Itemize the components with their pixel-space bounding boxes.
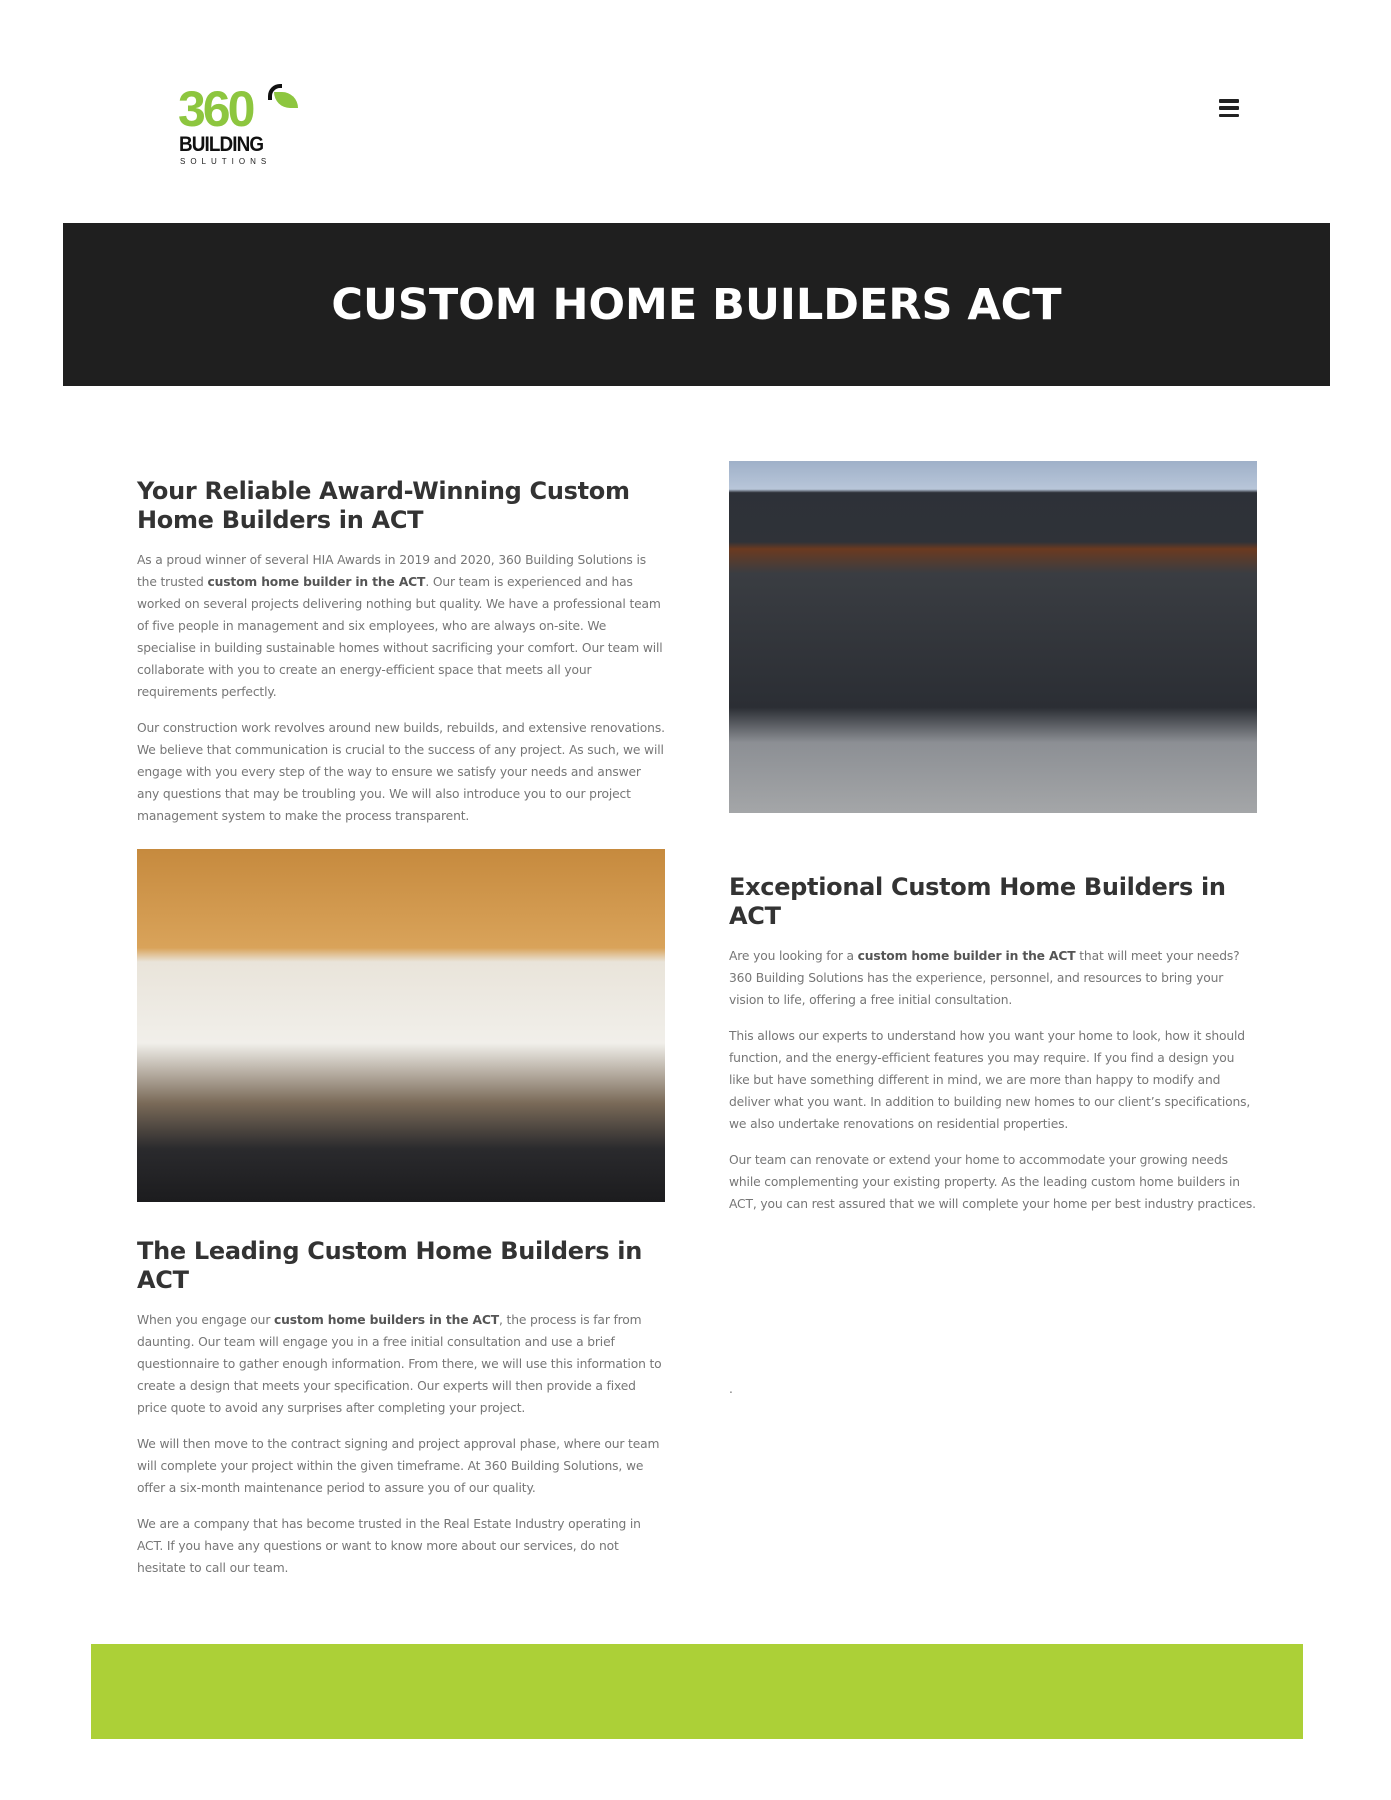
house-exterior-image — [729, 461, 1257, 813]
section-heading: Exceptional Custom Home Builders in ACT — [729, 873, 1226, 930]
text: , the process is far from daunting. Our team will engage you in a free initial consultation and use a brief questionnaire to gather enough information. From there, we will use this information to create a design that meets your specification. Our experts will then provide a fixed price quote to avoid any surprises after completing your project. — [137, 1313, 662, 1415]
logo-building: BUILDING — [179, 133, 264, 156]
section-heading: The Leading Custom Home Builders in ACT — [137, 1237, 642, 1294]
logo[interactable] — [178, 81, 303, 168]
leaf-icon — [274, 92, 298, 108]
text: . Our team is experienced and has worked on several projects delivering nothing but quality. We have a professional team of five people in management and six employees, who are always on-site. We specialise in building sustainable homes without sacrificing your comfort. Our team will collaborate with you to create an energy-efficient space that meets all your requirements perfectly. — [137, 575, 663, 699]
text: When you engage our — [137, 1313, 274, 1327]
section-body — [137, 1309, 665, 1579]
paragraph: This allows our experts to understand how you want your home to look, how it should function, and the energy-efficient features you may require. If you find a design you like but have something different in mind, we are more than happy to modify and deliver what you want. In addition to building new homes to our client’s specifications, we also undertake renovations on residential properties. — [729, 1029, 1251, 1131]
page-title: CUSTOM HOME BUILDERS ACT — [331, 279, 1062, 330]
section-award-winning — [137, 477, 665, 841]
living-room-image — [137, 849, 665, 1202]
section-heading: Your Reliable Award-Winning Custom Home Builders in ACT — [137, 477, 630, 534]
section-body — [137, 549, 665, 827]
paragraph — [729, 945, 1257, 1011]
stray-dot: . — [729, 1382, 733, 1396]
paragraph: Our team can renovate or extend your home to accommodate your growing needs while complementing your existing property. As the leading custom home builders in ACT, you can rest assured that we will complete your home per best industry practices. — [729, 1153, 1256, 1211]
text: Are you looking for a — [729, 949, 858, 963]
section-exceptional — [729, 873, 1257, 1229]
text: As a proud winner of several HIA Awards in 2019 and 2020, 360 Building Solutions is the trusted — [137, 553, 646, 589]
green-cta-band — [91, 1644, 1303, 1739]
page-banner — [63, 223, 1330, 386]
text: that will meet your needs? 360 Building Solutions has the experience, personnel, and resources to bring your vision to life, offering a free initial consultation. — [729, 949, 1240, 1007]
section-body — [729, 945, 1257, 1215]
bold-text: custom home builder in the ACT — [207, 575, 426, 589]
bold-text: custom home builder in the ACT — [857, 949, 1076, 963]
paragraph — [137, 549, 665, 703]
paragraph: We will then move to the contract signing and project approval phase, where our team will complete your project within the given timeframe. At 360 Building Solutions, we offer a six-month maintenance period to assure you of our quality. — [137, 1437, 660, 1495]
logo-solutions: SOLUTIONS — [180, 157, 272, 166]
paragraph: We are a company that has become trusted in the Real Estate Industry operating in ACT. If you have any questions or want to know more about our services, do not hesitate to call our team. — [137, 1517, 641, 1575]
paragraph: Our construction work revolves around new builds, rebuilds, and extensive renovations. We believe that communication is crucial to the success of any project. As such, we will engage with you every step of the way to ensure we satisfy your needs and answer any questions that may be troubling you. We will also introduce you to our project management system to make the process transparent. — [137, 721, 665, 823]
hamburger-icon[interactable] — [1219, 99, 1239, 117]
logo-number: 360 — [178, 81, 253, 137]
section-leading — [137, 1237, 665, 1593]
bold-text: custom home builders in the ACT — [274, 1313, 499, 1327]
paragraph — [137, 1309, 665, 1419]
